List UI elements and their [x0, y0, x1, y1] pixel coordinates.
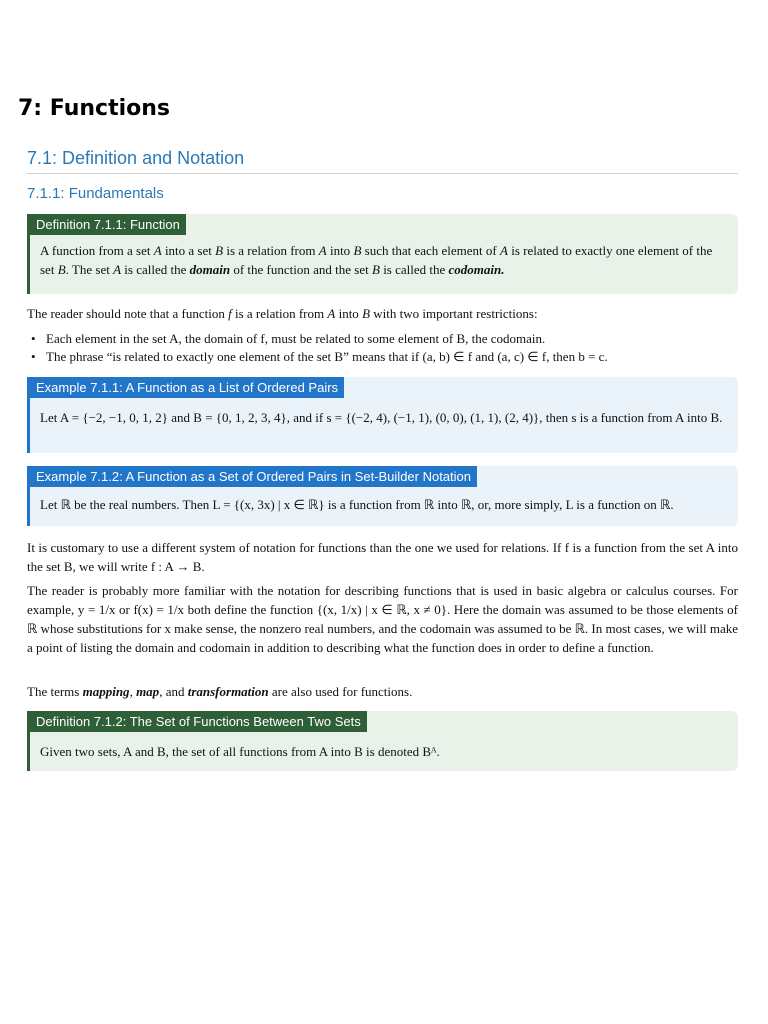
section-title: 7.1: Definition and Notation — [27, 148, 738, 174]
list-item: • Each element in the set A, the domain of f, must be related to some element of B, the codomain. — [27, 330, 738, 348]
term-codomain: codomain. — [448, 262, 505, 277]
subsection-title: 7.1.1: Fundamentals — [27, 185, 164, 202]
chapter-title: 7: Functions — [18, 96, 170, 121]
term-map: map — [136, 684, 160, 699]
example-box-set-builder — [27, 466, 738, 526]
list-item: • The phrase “is related to exactly one element of the set B” means that if (a, b) ∈ f and (a, c) ∈ f, then b = c. — [27, 348, 738, 366]
example-label: Example 7.1.2: A Function as a Set of Ordered Pairs in Set-Builder Notation — [30, 466, 477, 487]
definition-text: Given two sets, A and B, the set of all functions from A into B is denoted Bᴬ. — [40, 744, 440, 759]
restriction-list — [27, 330, 738, 366]
definition-label: Definition 7.1.1: Function — [30, 214, 186, 235]
example-label: Example 7.1.1: A Function as a List of Ordered Pairs — [30, 377, 344, 398]
example-text: Let A = {−2, −1, 0, 1, 2} and B = {0, 1, 2, 3, 4}, and if s = {(−2, 4), (−1, 1), (0, 0), (1, 1), (2, 4)}, then s is a function from A into B. — [40, 410, 723, 425]
definition-label: Definition 7.1.2: The Set of Functions Between Two Sets — [30, 711, 367, 732]
term-domain: domain — [189, 262, 231, 277]
paragraph-notation: It is customary to use a different system of notation for functions than the one we used for relations. If f is a function from the set A into the set B, we will write f : A → B. — [27, 540, 738, 574]
example-box-ordered-pairs — [27, 377, 738, 453]
example-text: Let ℝ be the real numbers. Then L = {(x, 3x) | x ∈ ℝ} is a function from ℝ into ℝ, or, more simply, L is a function on ℝ. — [40, 497, 674, 512]
term-mapping: mapping — [82, 684, 130, 699]
paragraph-familiar-notation: The reader is probably more familiar with the notation for describing functions that is used in basic algebra or calculus courses. For example, y = 1/x or f(x) = 1/x both define the function {(x, 1/x) | x ∈ ℝ, x ≠ 0}. Here the domain was assumed to be those elements of ℝ whose substitutions for x make sense, the nonzero real numbers, and the codomain was assumed to be ℝ. In most cases, we will make a point of listing the domain and codomain in addition to describing what the function does in order to define a function. — [27, 583, 738, 655]
definition-box-function — [27, 214, 738, 294]
paragraph-restrictions: The reader should note that a function f is a relation from A into B with two important restrictions: — [27, 306, 538, 321]
definition-box-function-set — [27, 711, 738, 771]
term-transformation: transformation — [187, 684, 269, 699]
definition-text: A function from a set A into a set B is a relation from A into B such that each element of A is related to exactly one element of the set B. The set A is called the domain of the function and the set B is called the codomain. — [40, 243, 713, 277]
paragraph-terms: The terms mapping, map, and transformation are also used for functions. — [27, 684, 413, 699]
